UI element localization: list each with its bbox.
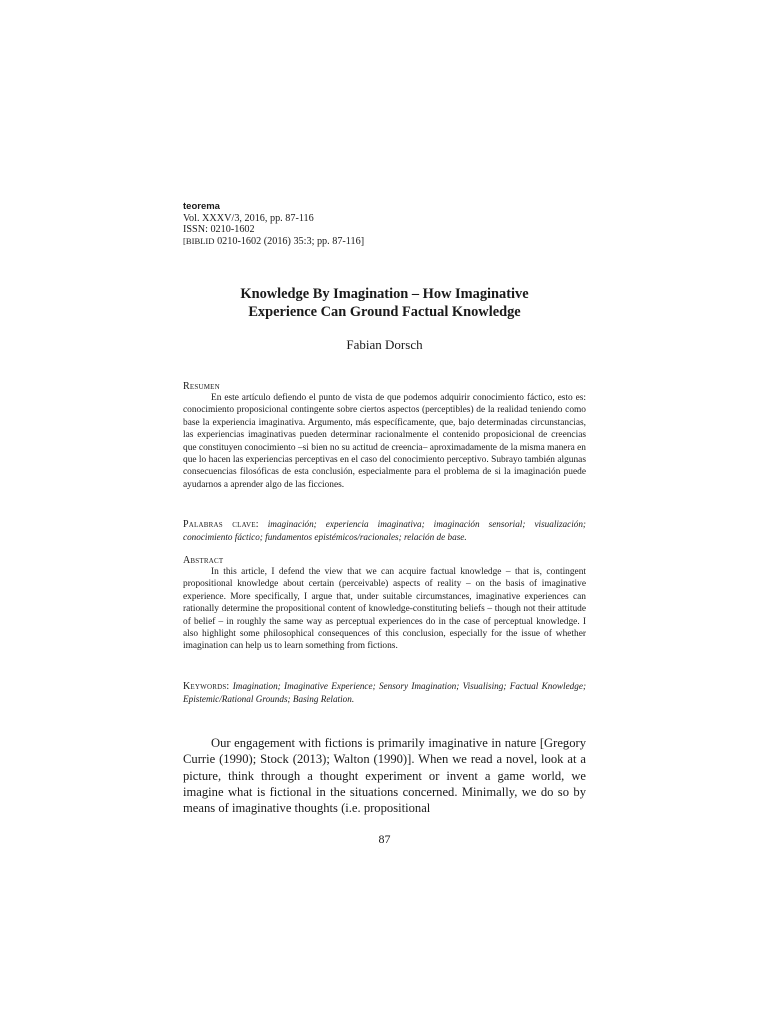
- article-page: [183, 0, 586, 1024]
- journal-header: [183, 201, 443, 247]
- journal-issn: ISSN: 0210-1602: [183, 224, 255, 236]
- abstract-heading: Abstract: [183, 555, 224, 566]
- keywords: [183, 680, 586, 706]
- body-paragraph: Our engagement with fictions is primarily imaginative in nature [Gregory Currie (1990); Stock (2013); Walton (1990)]. When we read a novel, look at a picture, think through a thought experiment or invent a game world, we imagine what is fictional in the situations concerned. Minimally, we do so by means of imaginative thoughts (i.e. propositional: [183, 736, 586, 816]
- keywords-label: Keywords:: [183, 681, 230, 692]
- journal-biblid: [183, 236, 443, 248]
- palabras-clave-label: Palabras clave:: [183, 519, 259, 530]
- palabras-clave: [183, 518, 586, 544]
- keywords-text: Imagination; Imaginative Experience; Sensory Imagination; Visualising; Factual Knowledge; Epistemic/Rational Grounds; Basing Relation.: [183, 681, 587, 705]
- journal-volume: Vol. XXXV/3, 2016, pp. 87-116: [183, 212, 314, 224]
- article-title: [183, 285, 586, 321]
- biblid-rest: 0210-1602 (2016) 35:3; pp. 87-116]: [214, 235, 365, 247]
- resumen-body: En este artículo defiendo el punto de vista de que podemos adquirir conocimiento fáctico, esto es: conocimiento proposicional contingente sobre ciertos aspectos (perceptibles) de la realidad teniendo como base la experiencia imaginativa. Argumento, más específicamente, que, bajo determinadas circunstancias, las experiencias imaginativas pueden determinar racionalmente el contenido proposicional de creencias que constituyen conocimiento –si bien no su actitud de creencia– aproximadamente de la misma manera en que lo hacen las experiencias perceptivas en el caso del conocimiento perceptivo. Subrayo también algunas consecuencias filosóficas de esta conclusión, especialmente para el problema de si la imaginación puede ayudarnos a aprender algo de las ficciones.: [183, 393, 586, 490]
- page-number: 87: [378, 832, 391, 846]
- resumen-section: [183, 381, 586, 491]
- title-line-1: Knowledge By Imagination – How Imaginative: [240, 286, 529, 302]
- journal-name: teorema: [183, 201, 220, 212]
- resumen-heading: Resumen: [183, 381, 220, 392]
- palabras-clave-text: imaginación; experiencia imaginativa; imaginación sensorial; visualización; conocimiento fáctico; fundamentos epistémicos/racionales; relación de base.: [183, 519, 586, 543]
- abstract-section: [183, 555, 586, 653]
- biblid-prefix: [BIBLID: [183, 235, 215, 246]
- title-line-2: Experience Can Ground Factual Knowledge: [248, 304, 521, 320]
- article-author: Fabian Dorsch: [346, 337, 423, 352]
- abstract-body: In this article, I defend the view that we can acquire factual knowledge – that is, contingent propositional knowledge about certain (perceivable) aspects of reality – on the basis of imaginative experience. More specifically, I argue that, under suitable circumstances, imaginative experiences can rationally determine the propositional content of knowledge-constituting beliefs – though not their attitude of belief – in roughly the same way as perceptual experiences do in the case of perceptual knowledge. I also highlight some philosophical consequences of this conclusion, especially for the issue of whether imagination can help us to learn something from fictions.: [183, 567, 586, 652]
